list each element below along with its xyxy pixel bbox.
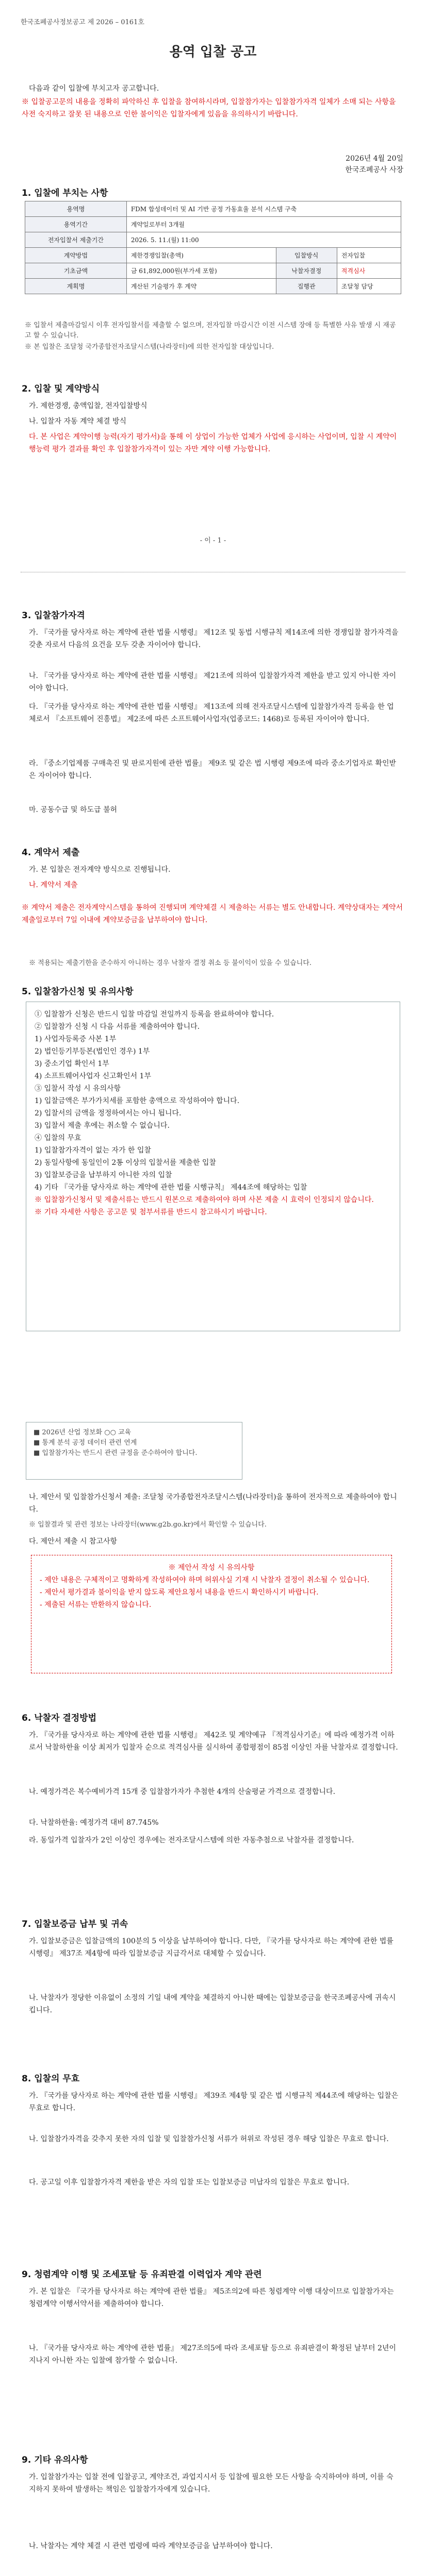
table-row (25, 232, 401, 248)
list-item: 다. 공고일 이후 입찰참가자격 제한을 받은 자의 입찰 또는 입찰보증금 미납자의 입찰은 무효로 합니다. (29, 2178, 350, 2187)
table-cell: 제한경쟁입찰(총액) (126, 248, 276, 263)
box-line: - 제안 내용은 구체적이고 명확하게 작성하여야 하며 허위사실 기재 시 낙찰자 결정이 취소될 수 있습니다. (40, 1576, 370, 1584)
section-title: 9. 청렴계약 이행 및 조세포탈 등 유죄판결 이력업자 계약 관련 (22, 2269, 262, 2280)
section-title: 8. 입찰의 무효 (22, 2074, 80, 2084)
list-item: 다. 낙찰하한율: 예정가격 대비 87.745% (29, 1819, 159, 1827)
box-line: ④ 입찰의 무효 (35, 1134, 81, 1142)
list-item: 다. 제안서 제출 시 참고사항 (29, 1537, 118, 1546)
table-row (25, 217, 401, 232)
list-item: 나. 예정가격은 복수예비가격 15개 중 입찰참가자가 추첨한 4개의 산술평균 가격으로 결정합니다. (29, 1788, 336, 1796)
intro-text: 다음과 같이 입찰에 부치고자 공고합니다. (29, 84, 159, 93)
list-item: 라. 『중소기업제품 구매촉진 및 판로지원에 관한 법률』 제9조 및 같은 법 시행령 제9조에 따라 중소기업자로 확인받은 자이어야 합니다. (29, 759, 397, 780)
section-title: 5. 입찰참가신청 및 유의사항 (22, 987, 134, 997)
list-item: 가. 『국가를 당사자로 하는 계약에 관한 법률 시행령』 제39조 제4항 및 같은 법 시행규칙 제44조에 해당하는 입찰은 무효로 합니다. (29, 2092, 399, 2112)
table-cell: 조달청 담당 (337, 279, 401, 294)
table-row (25, 263, 401, 279)
requirements-box (26, 1002, 400, 1331)
page-title: 용역 입찰 공고 (169, 44, 257, 60)
list-item: 가. 본 입찰은 『국가를 당사자로 하는 계약에 관한 법률』 제5조의2에 따른 청렴계약 이행 대상이므로 입찰참가자는 청렴계약 이행서약서를 제출하여야 합니다. (29, 2287, 394, 2308)
table-header-cell: 용역명 (25, 201, 127, 217)
table-cell: 계산된 기술평가 후 계약 (126, 279, 276, 294)
list-item: 다. 『국가를 당사자로 하는 계약에 관한 법률 시행령』 제13조에 의해 전자조달시스템에 입찰참가자격 등록을 한 업체로서 『소프트웨어 진흥법』 제2조에 따른 소프트웨어사업자(업종코드: 1468)로 등록된 자이어야 합니다. (29, 703, 394, 723)
table-header-cell: 계약방법 (25, 248, 127, 263)
page-number: - 이 - 1 - (200, 537, 226, 545)
list-item: 나. 제안서 및 입찰참가신청서 제출: 조달청 국가종합전자조달시스템(나라장터)을 통하여 전자적으로 제출하여야 합니다. (29, 1493, 397, 1514)
box-line: ② 입찰참가 신청 시 다음 서류를 제출하여야 합니다. (35, 1023, 200, 1031)
section-title: 1. 입찰에 부치는 사항 (22, 188, 108, 198)
box-line: ■ 입찰참가자는 반드시 관련 규정을 준수하여야 합니다. (34, 1449, 198, 1457)
list-item: 다. 본 사업은 계약이행 능력(자기 평가서)을 통해 이 상업이 가능한 업체가 사업에 응시하는 사업이며, 입찰 시 계약이행능력 평가 결과를 확인 후 입찰참가자격이 있는 자만 계약 이행 가능합니다. (29, 433, 397, 453)
box-line: 4) 소프트웨어사업자 신고확인서 1부 (35, 1072, 151, 1080)
announce-org: 한국조폐공사 사장 (345, 166, 403, 174)
note: ※ 입찰결과 및 관련 정보는 나라장터(www.g2b.go.kr)에서 확인할 수 있습니다. (29, 1521, 267, 1529)
note: ※ 적용되는 제출기한을 준수하지 아니하는 경우 낙찰자 결정 취소 등 불이익이 있을 수 있습니다. (29, 959, 312, 967)
doc-id: 한국조폐공사정보공고 제 2026 – 0161호 (21, 19, 144, 26)
list-item: 가. 『국가를 당사자로 하는 계약에 관한 법률 시행령』 제42조 및 계약예규 『적격심사기준』에 따라 예정가격 이하로서 낙찰하한율 이상 최저가 입찰자 순으로 적격심사를 실시하여 종합평점이 85점 이상인 자를 낙찰자로 결정합니다. (29, 1731, 398, 1752)
list-item: 나. 낙찰자는 계약 체결 시 관련 법령에 따라 계약보증금을 납부하여야 합니다. (29, 2542, 273, 2550)
warning-text: ※ 계약서 제출은 전자계약시스템을 통하여 진행되며 계약체결 시 제출하는 서류는 별도 안내합니다. 계약상대자는 계약서 제출일로부터 7일 이내에 계약보증금을 납부하여야 합니다. (22, 904, 403, 924)
note: ※ 입찰서 제출마감일시 이후 전자입찰서를 제출할 수 없으며, 전자입찰 마감시간 이전 시스템 장애 등 특별한 사유 발생 시 재공고 할 수 있습니다. (25, 321, 396, 340)
list-item: 나. 『국가를 당사자로 하는 계약에 관한 법률 시행령』 제21조에 의하여 입찰참가자격 제한을 받고 있지 아니한 자이어야 합니다. (29, 672, 397, 692)
table-header-cell: 전자입찰서 제출기간 (25, 232, 127, 248)
list-item: 나. 입찰자 자동 계약 체결 방식 (29, 417, 126, 426)
section-title: 2. 입찰 및 계약방식 (22, 384, 100, 394)
warning-box (31, 1555, 392, 1673)
list-item: 마. 공동수급 및 하도급 불허 (29, 806, 118, 814)
section-title: 9. 기타 유의사항 (22, 2455, 88, 2465)
table-header-cell: 기초금액 (25, 263, 127, 279)
box-line: 3) 입찰서 제출 후에는 취소할 수 없습니다. (35, 1122, 170, 1130)
table-header-cell: 집행관 (276, 279, 337, 294)
box-line: 2) 동일사항에 동일인이 2통 이상의 입찰서를 제출한 입찰 (35, 1159, 216, 1167)
box-line: - 제안서 평가결과 불이익을 받지 않도록 제안요청서 내용을 반드시 확인하시기 바랍니다. (40, 1588, 319, 1597)
box-line: - 제출된 서류는 반환하지 않습니다. (40, 1601, 152, 1609)
list-item: 나. 입찰참가자격을 갖추지 못한 자의 입찰 및 입찰참가신청 서류가 허위로 작성된 경우 해당 입찰은 무효로 합니다. (29, 2135, 389, 2143)
list-item: 가. 본 입찰은 전자계약 방식으로 진행됩니다. (29, 866, 171, 874)
list-item: 가. 입찰참가자는 입찰 전에 입찰공고, 계약조건, 과업지시서 등 입찰에 필요한 모든 사항을 숙지하여야 하며, 이를 숙지하지 못하여 발생하는 책임은 입찰참가자에게 있습니다. (29, 2473, 394, 2494)
info-box (26, 1422, 242, 1480)
box-line: 3) 중소기업 확인서 1부 (35, 1060, 109, 1068)
list-item: 가. 입찰보증금은 입찰금액의 100분의 5 이상을 납부하여야 합니다. 다만, 『국가를 당사자로 하는 계약에 관한 법률 시행령』 제37조 제4항에 따라 입찰보증금 지급각서로 대체할 수 있습니다. (29, 1937, 394, 1958)
section-title: 3. 입찰참가자격 (22, 611, 85, 621)
section-title: 6. 낙찰자 결정방법 (22, 1713, 97, 1723)
box-line: ① 입찰참가 신청은 반드시 입찰 마감일 전일까지 등록을 완료하여야 합니다. (35, 1010, 274, 1019)
box-line: 1) 입찰금액은 부가가치세를 포함한 총액으로 작성하여야 합니다. (35, 1097, 240, 1105)
table-row (25, 248, 401, 263)
table-row (25, 279, 401, 294)
section-title: 4. 계약서 제출 (22, 848, 80, 858)
table-header-cell: 계획명 (25, 279, 127, 294)
list-item: 가. 제한경쟁, 총액입찰, 전자입찰방식 (29, 402, 148, 410)
list-item: 나. 계약서 제출 (29, 881, 78, 889)
box-line: 2) 입찰서의 금액을 정정하여서는 아니 됩니다. (35, 1109, 182, 1117)
table-row (25, 201, 401, 217)
box-line: ※ 입찰참가신청서 및 제출서류는 반드시 원본으로 제출하여야 하며 사본 제출 시 효력이 인정되지 않습니다. (35, 1196, 374, 1204)
table-cell: 계약일로부터 3개월 (126, 217, 401, 232)
note: ※ 본 입찰은 조달청 국가종합전자조달시스템(나라장터)에 의한 전자입찰 대상입니다. (25, 343, 274, 351)
table-cell: FDM 합성데이터 및 AI 기반 공정 가동효율 분석 시스템 구축 (126, 201, 401, 217)
table-header-cell: 입찰방식 (276, 248, 337, 263)
box-line: 4) 기타 『국가를 당사자로 하는 계약에 관한 법률 시행규칙』 제44조에 해당하는 입찰 (35, 1183, 307, 1192)
box-line: 1) 입찰참가자격이 없는 자가 한 입찰 (35, 1146, 151, 1155)
section-title: 7. 입찰보증금 납부 및 귀속 (22, 1919, 128, 1929)
divider (21, 572, 405, 573)
list-item: 가. 『국가를 당사자로 하는 계약에 관한 법률 시행령』 제12조 및 동법 시행규칙 제14조에 의한 경쟁입찰 참가자격을 갖춘 자로서 다음의 요건을 모두 갖춘 자이어야 합니다. (29, 629, 399, 649)
box-line: ※ 제안서 작성 시 유의사항 (168, 1564, 255, 1572)
table-cell: 적격심사 (337, 263, 401, 279)
bid-info-table (25, 201, 401, 294)
box-line: 3) 입찰보증금을 납부하지 아니한 자의 입찰 (35, 1171, 172, 1179)
box-line: 1) 사업자등록증 사본 1부 (35, 1035, 117, 1043)
box-line: ③ 입찰서 작성 시 유의사항 (35, 1084, 121, 1093)
list-item: 나. 『국가를 당사자로 하는 계약에 관한 법률』 제27조의5에 따라 조세포탈 등으로 유죄판결이 확정된 날부터 2년이 지나지 아니한 자는 입찰에 참가할 수 없습니다. (29, 2344, 396, 2365)
table-cell: 금 61,892,000원(부가세 포함) (126, 263, 276, 279)
list-item: 라. 동일가격 입찰자가 2인 이상인 경우에는 전자조달시스템에 의한 자동추첨으로 낙찰자를 결정합니다. (29, 1836, 354, 1844)
box-line: ■ 2026년 산업 정보화 ○○ 교육 (34, 1429, 132, 1436)
list-item: 나. 낙찰자가 정당한 이유없이 소정의 기일 내에 계약을 체결하지 아니한 때에는 입찰보증금을 한국조폐공사에 귀속시킵니다. (29, 1994, 396, 2014)
table-cell: 전자입찰 (337, 248, 401, 263)
intro-warning: ※ 입찰공고문의 내용을 정확히 파악하신 후 입찰을 참여하시라며, 입찰참가자는 입찰참가자격 일체가 소매 되는 사항을 사전 숙지하고 잘못 된 내용으로 인한 불이익은 입찰자에게 있음을 유의하시기 바랍니다. (22, 98, 396, 118)
table-header-cell: 용역기간 (25, 217, 127, 232)
table-header-cell: 낙찰자결정 (276, 263, 337, 279)
box-line: 2) 법인등기부등본(법인인 경우) 1부 (35, 1047, 150, 1056)
announce-date: 2026년 4월 20일 (346, 155, 403, 163)
box-line: ■ 통계 분석 공정 데이터 관련 연계 (34, 1439, 137, 1447)
box-line: ※ 기타 자세한 사항은 공고문 및 첨부서류를 반드시 참고하시기 바랍니다. (35, 1208, 267, 1216)
table-cell: 2026. 5. 11.(월) 11:00 (126, 232, 401, 248)
